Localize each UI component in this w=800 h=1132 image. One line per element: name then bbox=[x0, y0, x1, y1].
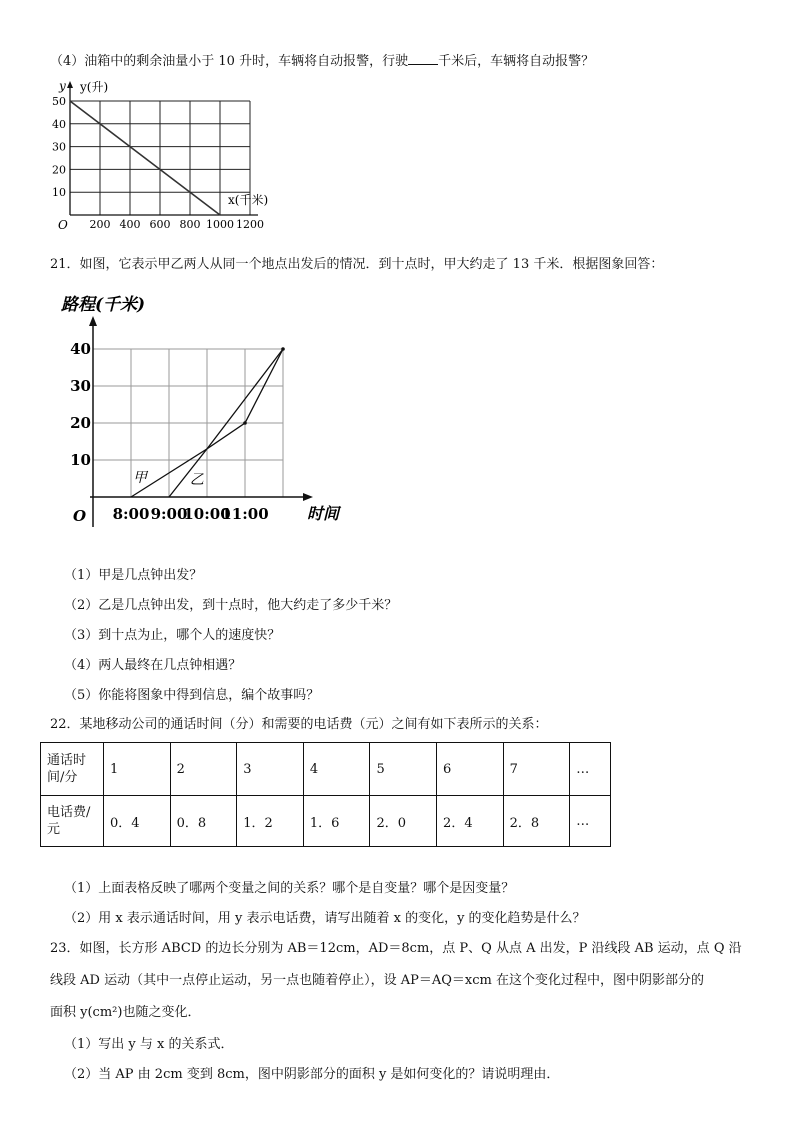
x-tick-label: 11:00 bbox=[221, 505, 269, 523]
answer-blank bbox=[408, 52, 438, 65]
q21-part-3: （3）到十点为止，哪个人的速度快？ bbox=[64, 628, 281, 643]
q21-part-5: （5）你能将图象中得到信息，编个故事吗？ bbox=[64, 688, 320, 703]
x-tick-label: 800 bbox=[179, 218, 201, 231]
y-axis-letter: y bbox=[59, 79, 66, 93]
x-axis-arrow bbox=[303, 493, 313, 501]
y-tick-label: 10 bbox=[70, 451, 91, 469]
x-tick-label: 400 bbox=[119, 218, 141, 231]
x-tick-label: 9:00 bbox=[150, 505, 188, 523]
y-axis-arrow bbox=[67, 81, 73, 88]
y-tick-label: 30 bbox=[70, 377, 91, 395]
x-tick-label: 8:00 bbox=[112, 505, 150, 523]
series-label-jia: 甲 bbox=[133, 470, 147, 487]
table-cell: 4 bbox=[303, 743, 370, 796]
table-cell: … bbox=[570, 743, 611, 796]
data-point bbox=[243, 421, 247, 425]
table-cell: 2 bbox=[170, 743, 237, 796]
table-cell: 0．8 bbox=[170, 796, 237, 847]
y-axis-label: y(升) bbox=[80, 80, 109, 94]
table-cell: 1．6 bbox=[303, 796, 370, 847]
q20-part4 bbox=[50, 52, 594, 71]
q23-stem-line3: 面积 y(cm²)也随之变化． bbox=[50, 1005, 201, 1020]
y-tick-label: 20 bbox=[70, 414, 91, 432]
y-tick-label: 10 bbox=[52, 186, 66, 200]
series-label-yi: 乙 bbox=[189, 472, 204, 489]
x-tick-label: 1000 bbox=[206, 218, 234, 231]
table-row bbox=[41, 743, 611, 796]
table-cell: 5 bbox=[370, 743, 437, 796]
table-cell: 3 bbox=[237, 743, 304, 796]
table-cell: 6 bbox=[437, 743, 504, 796]
q22-part-1: （1）上面表格反映了哪两个变量之间的关系？哪个是自变量？哪个是因变量？ bbox=[64, 881, 515, 896]
fee-table bbox=[40, 742, 611, 847]
q21-part-2: （2）乙是几点钟出发，到十点时，他大约走了多少千米？ bbox=[64, 598, 398, 613]
q23-stem-line2: 线段 AD 运动（其中一点停止运动，另一点也随着停止），设 AP＝AQ＝xcm 在这个变化过程中，图中阴影部分的 bbox=[50, 973, 704, 988]
table-cell: 2．4 bbox=[437, 796, 504, 847]
table-cell: 2．0 bbox=[370, 796, 437, 847]
y-tick-label: 50 bbox=[52, 95, 66, 108]
x-tick-label: 10:00 bbox=[183, 505, 231, 523]
x-tick-label: 600 bbox=[149, 218, 171, 231]
q21-part-1: （1）甲是几点钟出发？ bbox=[64, 568, 203, 583]
y-tick-label: 30 bbox=[52, 140, 66, 154]
q20-part4-suffix: 千米后，车辆将自动报警？ bbox=[438, 54, 595, 69]
x-tick-label: 1200 bbox=[236, 218, 264, 231]
distance-time-chart bbox=[55, 288, 355, 538]
table-cell: 0．4 bbox=[104, 796, 171, 847]
q23-part-2: （2）当 AP 由 2cm 变到 8cm，图中阴影部分的面积 y 是如何变化的？请说明理由． bbox=[64, 1067, 560, 1082]
row-header-time: 通话时间/分 bbox=[41, 743, 104, 796]
table-cell: 1 bbox=[104, 743, 171, 796]
table-cell: 7 bbox=[503, 743, 570, 796]
x-axis-label: 时间 bbox=[307, 504, 340, 523]
y-axis-arrow bbox=[89, 316, 97, 326]
table-cell: 1．2 bbox=[237, 796, 304, 847]
y-tick-label: 40 bbox=[70, 340, 91, 358]
q23-part-1: （1）写出 y 与 x 的关系式． bbox=[64, 1037, 234, 1052]
row-header-fee: 电话费/元 bbox=[41, 796, 104, 847]
x-tick-label: 200 bbox=[89, 218, 111, 231]
table-cell: 2．8 bbox=[503, 796, 570, 847]
q21-stem: 21．如图，它表示甲乙两人从同一个地点出发后的情况．到十点时，甲大约走了 13 千米．根据图象回答： bbox=[50, 257, 664, 272]
y-tick-label: 40 bbox=[52, 117, 66, 131]
y-axis-label: 路程(千米) bbox=[61, 295, 146, 315]
origin-label: O bbox=[58, 218, 68, 232]
q20-part4-prefix: （4）油箱中的剩余油量小于 10 升时，车辆将自动报警，行驶 bbox=[50, 54, 409, 69]
data-point bbox=[281, 347, 285, 351]
q23-stem-line1: 23．如图，长方形 ABCD 的边长分别为 AB＝12cm，AD＝8cm，点 P、Q 从点 A 出发，P 沿线段 AB 运动，点 Q 沿 bbox=[50, 941, 742, 956]
fuel-chart bbox=[50, 78, 290, 240]
q21-part-4: （4）两人最终在几点钟相遇？ bbox=[64, 658, 242, 673]
q22-part-2: （2）用 x 表示通话时间，用 y 表示电话费，请写出随着 x 的变化，y 的变化趋势是什么？ bbox=[64, 911, 586, 926]
y-tick-label: 20 bbox=[52, 163, 66, 177]
q22-stem: 22．某地移动公司的通话时间（分）和需要的电话费（元）之间有如下表所示的关系： bbox=[50, 717, 548, 732]
series-line-0 bbox=[70, 101, 220, 215]
origin-label: O bbox=[73, 507, 87, 525]
table-row bbox=[41, 796, 611, 847]
table-cell: … bbox=[570, 796, 611, 847]
x-axis-label: x(千米) bbox=[228, 193, 269, 207]
